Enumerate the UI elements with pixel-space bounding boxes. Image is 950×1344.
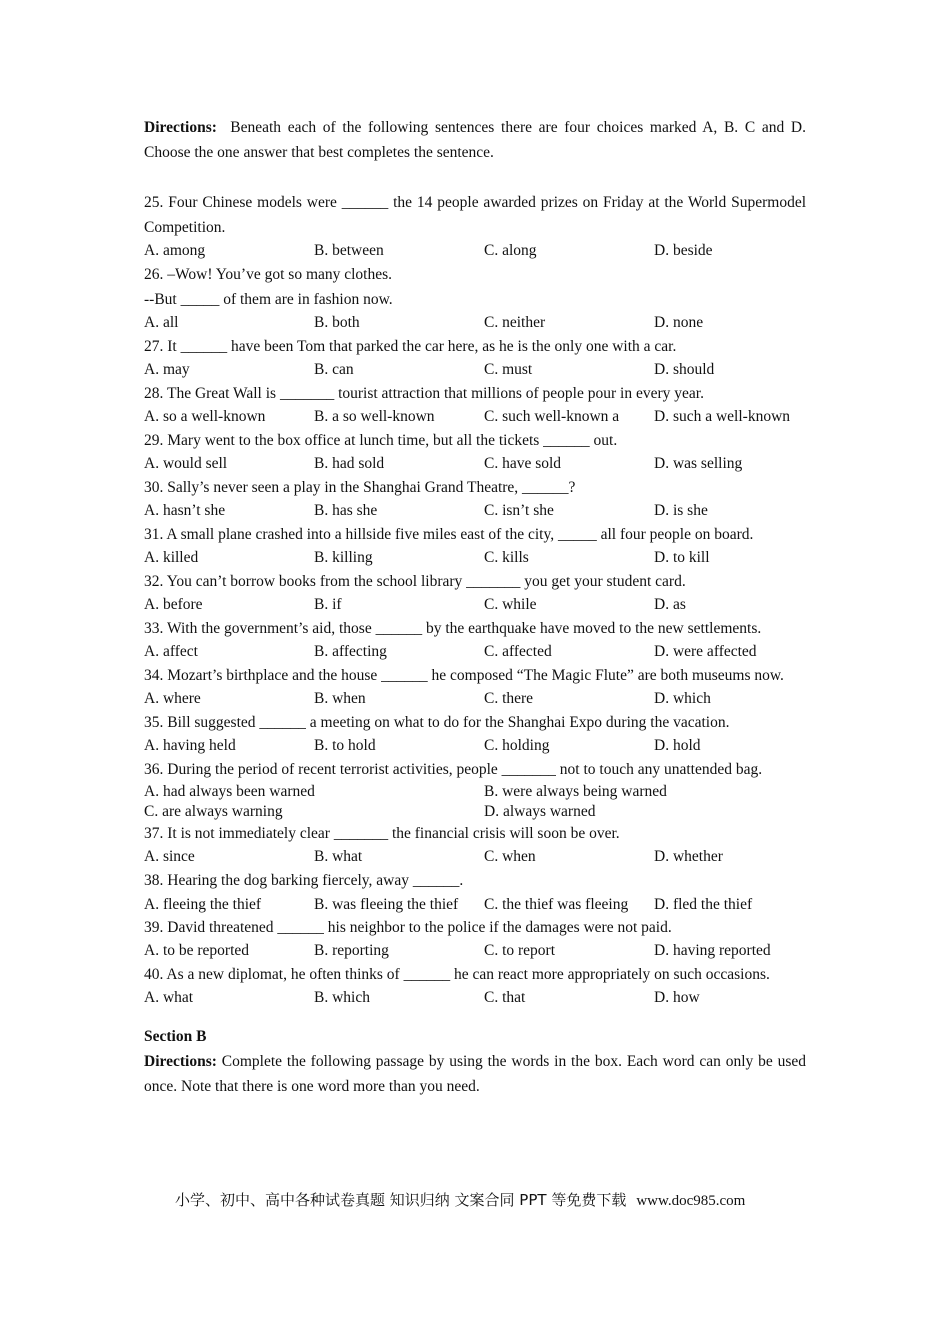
- question-text: During the period of recent terrorist activities, people _______ not to touch any unattended bag.: [167, 761, 763, 778]
- answer-option[interactable]: C. that: [484, 988, 526, 1006]
- question-text: Hearing the dog barking fiercely, away ______.: [167, 872, 464, 889]
- question-text: Four Chinese models were ______ the 14 people awarded prizes on Friday at the World Supermodel Competition.: [144, 194, 806, 236]
- question-item: [144, 428, 806, 475]
- question-text: It is not immediately clear _______ the financial crisis will soon be over.: [167, 825, 620, 842]
- option-row: [144, 735, 806, 757]
- option-row: [144, 641, 806, 663]
- answer-option[interactable]: B. has she: [314, 502, 378, 519]
- answer-option[interactable]: C. such well-known a: [484, 408, 620, 425]
- answer-option[interactable]: B. between: [314, 242, 384, 259]
- question-number: 37.: [144, 825, 164, 842]
- question-text: --But _____ of them are in fashion now.: [144, 291, 393, 308]
- question-text: Sally’s never seen a play in the Shanghai Grand Theatre, ______?: [167, 479, 576, 496]
- section-b-directions-text: Complete the following passage by using the words in the box. Each word can only be used once. Note that there is one word more than you need.: [144, 1052, 807, 1095]
- question-number: 38.: [144, 872, 164, 889]
- question-number: 27.: [144, 338, 164, 355]
- question-stem: [144, 821, 806, 846]
- answer-option[interactable]: A. to be reported: [144, 941, 250, 959]
- answer-option[interactable]: A. affect: [144, 643, 198, 660]
- question-number: 32.: [144, 573, 164, 590]
- question-list: [144, 190, 806, 1009]
- option-row: [144, 240, 806, 262]
- question-text: –Wow! You’ve got so many clothes.: [167, 266, 393, 283]
- option-row: [144, 359, 806, 381]
- footer-url[interactable]: www.doc985.com: [636, 1193, 746, 1209]
- question-item: [144, 569, 806, 616]
- option-row: [144, 312, 806, 334]
- question-text: You can’t borrow books from the school library _______ you get your student card.: [166, 573, 686, 590]
- question-item: [144, 616, 806, 663]
- question-number: 26.: [144, 266, 164, 283]
- answer-option[interactable]: B. if: [314, 596, 342, 613]
- question-stem: [144, 287, 806, 312]
- spacer: [144, 165, 806, 190]
- answer-option[interactable]: A. would sell: [144, 455, 228, 472]
- answer-option[interactable]: C. must: [484, 361, 533, 378]
- question-item: [144, 475, 806, 522]
- directions: [144, 115, 806, 165]
- answer-option[interactable]: D. beside: [654, 242, 713, 259]
- answer-option[interactable]: A. where: [144, 690, 201, 707]
- answer-option[interactable]: A. hasn’t she: [144, 502, 226, 519]
- option-row: [144, 893, 806, 915]
- answer-option[interactable]: B. which: [314, 988, 370, 1006]
- option-row: [144, 940, 806, 962]
- question-stem: [144, 262, 806, 287]
- answer-option[interactable]: C. isn’t she: [484, 502, 554, 519]
- answer-option[interactable]: C. neither: [484, 314, 546, 331]
- option-row: [144, 500, 806, 522]
- question-stem: [144, 428, 806, 453]
- question-stem: [144, 868, 806, 893]
- question-stem: [144, 381, 806, 406]
- option-row: [144, 406, 806, 428]
- answer-option[interactable]: C. to report: [484, 941, 556, 959]
- answer-option[interactable]: B. was fleeing the thief: [314, 896, 459, 913]
- exam-page: [144, 115, 806, 1099]
- question-item: [144, 334, 806, 381]
- option-row: [144, 453, 806, 475]
- answer-option[interactable]: C. the thief was fleeing: [484, 896, 629, 913]
- answer-option[interactable]: C. holding: [484, 737, 550, 754]
- question-item: [144, 710, 806, 757]
- answer-option[interactable]: B. a so well-known: [314, 408, 435, 425]
- answer-option[interactable]: D. none: [654, 314, 704, 331]
- question-text: David threatened ______ his neighbor to the police if the damages were not paid.: [167, 918, 672, 936]
- answer-option[interactable]: B. can: [314, 361, 354, 378]
- answer-option[interactable]: D. to kill: [654, 549, 710, 566]
- question-number: 28.: [144, 385, 164, 402]
- answer-option[interactable]: D. is she: [654, 502, 708, 519]
- question-item: [144, 522, 806, 569]
- option-row: [144, 802, 806, 822]
- question-stem: [144, 710, 806, 735]
- question-item: [144, 381, 806, 428]
- answer-option[interactable]: A. what: [144, 988, 194, 1006]
- answer-option[interactable]: B. affecting: [314, 643, 387, 660]
- section-b-directions-label: Directions:: [144, 1052, 217, 1070]
- question-text: Mary went to the box office at lunch time, but all the tickets ______ out.: [167, 432, 618, 449]
- question-number: 33.: [144, 620, 164, 637]
- answer-option[interactable]: A. since: [144, 848, 195, 865]
- question-number: 25.: [144, 194, 164, 211]
- answer-option[interactable]: A. so a well-known: [144, 408, 266, 425]
- footer: [175, 1189, 745, 1212]
- answer-option[interactable]: B. reporting: [314, 941, 389, 959]
- question-number: 40.: [144, 965, 164, 983]
- answer-option[interactable]: D. which: [654, 690, 711, 707]
- question-item: [144, 962, 806, 1009]
- question-number: 36.: [144, 761, 164, 778]
- question-number: 30.: [144, 479, 164, 496]
- question-item: [144, 190, 806, 262]
- question-number: 31.: [144, 526, 164, 543]
- section-b-title: Section B: [144, 1027, 207, 1045]
- answer-option[interactable]: D. having reported: [654, 941, 771, 959]
- question-text: As a new diplomat, he often thinks of ______ he can react more appropriately on such occasions.: [166, 965, 770, 983]
- question-stem: [144, 475, 806, 500]
- answer-option[interactable]: C. affected: [484, 643, 552, 660]
- footer-text: 小学、初中、高中各种试卷真题 知识归纳 文案合同 PPT 等免费下载: [175, 1191, 627, 1209]
- answer-option[interactable]: A. may: [144, 361, 190, 378]
- answer-option[interactable]: C. when: [484, 848, 536, 865]
- question-item: [144, 757, 806, 821]
- answer-option[interactable]: A. killed: [144, 549, 199, 566]
- question-stem: [144, 522, 806, 547]
- directions-label: Directions:: [144, 119, 217, 136]
- option-row: [144, 547, 806, 569]
- answer-option[interactable]: B. what: [314, 848, 363, 865]
- answer-option[interactable]: B. had sold: [314, 455, 385, 472]
- question-text: It ______ have been Tom that parked the car here, as he is the only one with a car.: [167, 338, 677, 355]
- answer-option[interactable]: C. while: [484, 596, 537, 613]
- question-stem: [144, 663, 806, 688]
- answer-option[interactable]: B. killing: [314, 549, 373, 566]
- option-row: [144, 688, 806, 710]
- question-text: A small plane crashed into a hillside five miles east of the city, _____ all four people on board.: [166, 526, 754, 543]
- question-item: [144, 663, 806, 710]
- answer-option[interactable]: C. there: [484, 690, 534, 707]
- directions-text: Beneath each of the following sentences there are four choices marked A, B. C and D. Choose the one answer that best completes the sentence.: [144, 119, 806, 161]
- question-item: [144, 262, 806, 334]
- question-number: 29.: [144, 432, 164, 449]
- option-row: [144, 594, 806, 616]
- question-stem: [144, 962, 806, 987]
- answer-option[interactable]: A. had always been warned: [144, 783, 315, 800]
- answer-option[interactable]: A. before: [144, 596, 203, 613]
- answer-option[interactable]: D. was selling: [654, 455, 743, 472]
- option-row: [144, 782, 806, 802]
- question-stem: [144, 915, 806, 940]
- answer-option[interactable]: D. always warned: [484, 802, 596, 820]
- question-item: [144, 821, 806, 868]
- question-stem: [144, 334, 806, 359]
- answer-option[interactable]: A. all: [144, 314, 179, 331]
- answer-option[interactable]: B. when: [314, 690, 366, 707]
- question-stem: [144, 569, 806, 594]
- section-b-directions: [144, 1049, 806, 1099]
- answer-option[interactable]: D. should: [654, 361, 715, 378]
- answer-option[interactable]: D. hold: [654, 737, 701, 754]
- answer-option[interactable]: D. whether: [654, 848, 723, 865]
- answer-option[interactable]: A. fleeing the thief: [144, 896, 262, 913]
- option-row: [144, 846, 806, 868]
- question-stem: [144, 190, 806, 240]
- answer-option[interactable]: B. were always being warned: [484, 783, 667, 800]
- answer-option[interactable]: C. have sold: [484, 455, 562, 472]
- answer-option[interactable]: D. such a well-known: [654, 408, 791, 425]
- question-text: The Great Wall is _______ tourist attraction that millions of people pour in every year.: [166, 385, 704, 402]
- answer-option[interactable]: B. to hold: [314, 737, 376, 754]
- question-text: With the government’s aid, those ______ by the earthquake have moved to the new settlements.: [166, 620, 762, 637]
- answer-option[interactable]: B. both: [314, 314, 360, 331]
- question-text: Bill suggested ______ a meeting on what to do for the Shanghai Expo during the vacation.: [167, 714, 730, 731]
- answer-option[interactable]: D. as: [654, 596, 686, 613]
- option-row: [144, 987, 806, 1009]
- answer-option[interactable]: A. having held: [144, 737, 236, 754]
- question-item: [144, 868, 806, 915]
- answer-option[interactable]: A. among: [144, 242, 206, 259]
- answer-option[interactable]: C. along: [484, 242, 537, 259]
- answer-option[interactable]: D. fled the thief: [654, 896, 753, 913]
- question-stem: [144, 616, 806, 641]
- question-stem: [144, 757, 806, 782]
- question-number: 34.: [144, 667, 164, 684]
- question-item: [144, 915, 806, 962]
- question-number: 35.: [144, 714, 164, 731]
- answer-option[interactable]: C. are always warning: [144, 802, 283, 820]
- question-number: 39.: [144, 918, 164, 936]
- answer-option[interactable]: D. how: [654, 988, 700, 1006]
- question-text: Mozart’s birthplace and the house ______ he composed “The Magic Flute” are both museums now.: [167, 667, 784, 684]
- answer-option[interactable]: C. kills: [484, 549, 529, 566]
- answer-option[interactable]: D. were affected: [654, 643, 757, 660]
